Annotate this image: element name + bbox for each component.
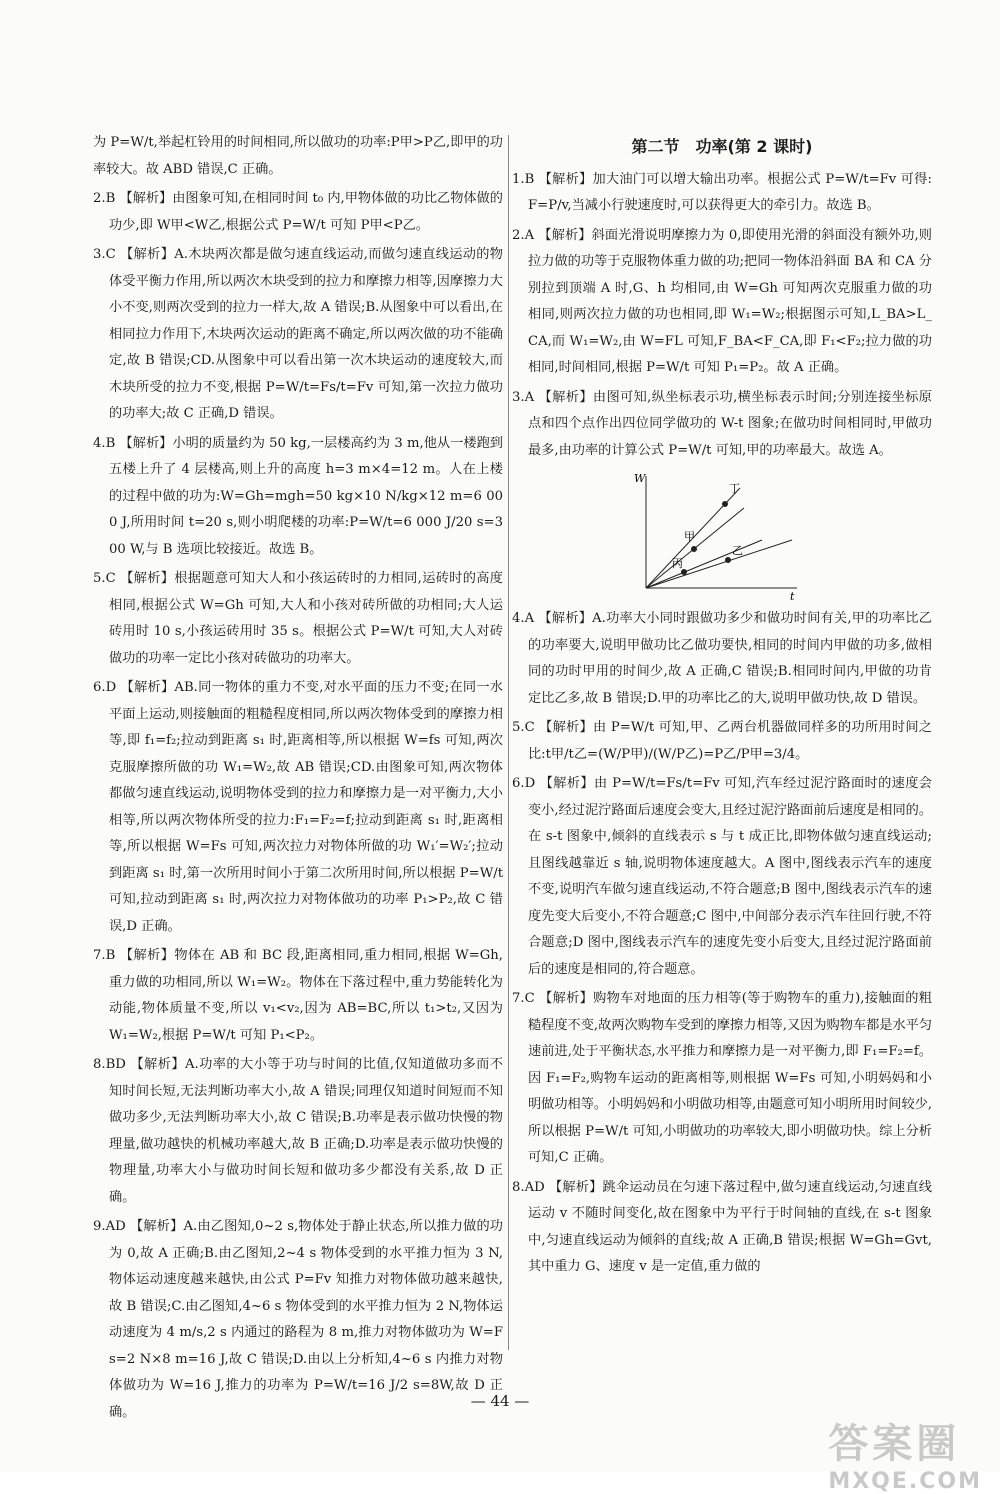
left-column xyxy=(93,130,503,1429)
answer-paragraph: 9.AD 【解析】A.由乙图知,0~2 s,物体处于静止状态,所以推力做的功为 0,故 A 正确;B.由乙图知,2~4 s 物体受到的水平推力恒为 3 N,物体运动速度越来越快,由公式 P=Fv 知推力对物体做功越来越快,故 B 错误;C.由乙图知,4~6 s 物体受到的水平推力恒为 2 N,物体运动速度为 4 m/s,2 s 内通过的路程为 8 m,推力对物体做功为 W=Fs=2 N×8 m=16 J,故 C 错误;D.由以上分析知,4~6 s 内推力对物体做功为 W=16 J,推力的功率为 P=W/t=16 J/2 s=8W,故 D 正确。 xyxy=(93,1219,503,1420)
label-ding: 丁 xyxy=(729,482,740,495)
y-axis-label: W xyxy=(634,472,646,485)
answer-paragraph: 7.B 【解析】物体在 AB 和 BC 段,距离相同,重力相同,根据 W=Gh,重力做的功相同,所以 W₁=W₂。物体在下落过程中,重力势能转化为动能,物体质量不变,所以 v₁<v₂,因为 AB=BC,所以 t₁>t₂,又因为 W₁=W₂,根据 P=W/t 可知 P₁<P₂。 xyxy=(93,948,503,1043)
label-jia: 甲 xyxy=(684,530,695,543)
answer-paragraph: 2.B 【解析】由图象可知,在相同时间 t₀ 内,甲物体做的功比乙物体做的功少,即 W甲<W乙,根据公式 P=W/t 可知 P甲<P乙。 xyxy=(93,191,503,233)
answer-paragraph: 6.D 【解析】由 P=W/t=Fs/t=Fv 可知,汽车经过泥泞路面时的速度会变小,经过泥泞路面后速度会变大,且经过泥泞路面前后速度是相同的。在 s-t 图象中,倾斜的直线表示 s 与 t 成正比,即物体做匀速直线运动;且图线越靠近 s 轴,说明物体速度越大。A 图中,图线表示汽车的速度不变,说明汽车做匀速直线运动,不符合题意;B 图中,图线表示汽车的速度先变大后变小,不符合题意;C 图中,中间部分表示汽车往回行驶,不符合题意;D 图中,图线表示汽车的速度先变小后变大,且经过泥泞路面前后的速度是相同的,符合题意。 xyxy=(512,776,933,977)
label-yi: 乙 xyxy=(732,544,743,557)
answer-paragraph: 3.C 【解析】A.木块两次都是做匀速直线运动,而做匀速直线运动的物体受平衡力作用,所以两次木块受到的拉力和摩擦力相等,因摩擦力大小不变,则两次受到的拉力一样大,故 A 错误;B.从图象中可以看出,在相同拉力作用下,木块两次运动的距离不确定,所以两次做的功不能确定,故 B 错误;CD.从图象中可以看出第一次木块运动的速度较大,而木块所受的拉力不变,根据 P=W/t=Fs/t=Fv 可知,第一次拉力做功的功率大;故 C 正确,D 错误。 xyxy=(93,247,503,421)
answer-paragraph: 8.AD 【解析】跳伞运动员在匀速下落过程中,做匀速直线运动,匀速直线运动 v 不随时间变化,故在图象中为平行于时间轴的直线,在 s-t 图象中,匀速直线运动为倾斜的直线;故 A 正确,B 错误;根据 W=Gh=Gvt,其中重力 G、速度 v 是一定值,重力做的 xyxy=(512,1179,932,1274)
answer-paragraph: 6.D 【解析】AB.同一物体的重力不变,对水平面的压力不变;在同一水平面上运动,则接触面的粗糙程度相同,所以两次物体受到的摩擦力相等,即 f₁=f₂;拉动到距离 s₁ 时,距离相等,所以根据 W=fs 可知,两次克服摩擦所做的功 W₁=W₂,故 AB 错误;CD.由图象可知,两次物体都做匀速直线运动,说明物体受到的拉力和摩擦力是一对平衡力,大小相等,所以两次物体所受的拉力:F₁=F₂=f;拉动到距离 s₁ 时,距离相等,所以根据 W=Fs 可知,两次拉力对物体所做的功 W₁′=W₂′;拉动到距离 s₁ 时,第一次所用时间小于第二次所用时间,所以根据 P=W/t 可知,拉动到距离 s₁ 时,两次拉力对物体做功的功率 P₁>P₂,故 C 错误,D 正确。 xyxy=(93,680,503,934)
label-bing: 丙 xyxy=(672,557,683,570)
right-column xyxy=(512,130,932,1284)
answer-paragraph: 4.A 【解析】A.功率大小同时跟做功多少和做功时间有关,甲的功率比乙的功率要大,说明甲做功比乙做功要快,相同的时间内甲做的功多,做相同的功时甲用的时间少,故 A 正确,C 错误;B.相同时间内,甲做的功肯定比乙多,故 B 错误;D.甲的功率比乙的大,说明甲做功快,故 D 错误。 xyxy=(512,611,932,706)
watermark-url: MXQE.COM xyxy=(828,1469,982,1494)
answer-paragraph: 为 P=W/t,举起杠铃用的时间相同,所以做功的功率:P甲>P乙,即甲的功率较大。故 ABD 错误,C 正确。 xyxy=(93,135,503,177)
point-jia xyxy=(691,546,697,552)
answer-paragraph: 2.A 【解析】斜面光滑说明摩擦力为 0,即使用光滑的斜面没有额外功,则拉力做的功等于克服物体重力做的功;把同一物体沿斜面 BA 和 CA 分别拉到顶端 A 时,G、h 均相同,由 W=Gh 可知两次克服重力做的功相同,则两次拉力做的功也相同,即 W₁=W₂;根据图示可知,L_BA>L_CA,而 W₁=W₂,由 W=FL 可知,F_BA<F_CA,即 F₁<F₂;拉力做的功相同,时间相同,根据 P=W/t 可知 P₁=P₂。故 A 正确。 xyxy=(512,227,932,375)
x-axis-label: t xyxy=(790,590,795,600)
answer-paragraph: 5.C 【解析】根据题意可知大人和小孩运砖时的力相同,运砖时的高度相同,根据公式 W=Gh 可知,大人和小孩对砖所做的功相同;大人运砖用时 10 s,小孩运砖用时 35 s。根据公式 P=W/t 可知,大人对砖做功的功率一定比小孩对砖做功的功率大。 xyxy=(93,571,503,666)
answer-paragraph: 8.BD 【解析】A.功率的大小等于功与时间的比值,仅知道做功多而不知时间长短,无法判断功率大小,故 A 错误;同理仅知道时间短而不知做功多少,无法判断功率大小,故 C 错误;B.功率是表示做功快慢的物理量,做功越快的机械功率越大,故 B 正确;D.功率是表示做功快慢的物理量,功率大小与做功时间长短和做功多少都没有关系,故 D 正确。 xyxy=(93,1057,503,1205)
answer-paragraph: 1.B 【解析】加大油门可以增大输出功率。根据公式 P=W/t=Fv 可得:F=P/v,当减小行驶速度时,可以获得更大的牵引力。故选 B。 xyxy=(512,171,932,213)
section-title: 第二节 功率(第 2 课时) xyxy=(631,137,813,156)
watermark-logo: 答案圈 xyxy=(828,1421,961,1467)
line-bing xyxy=(646,540,762,588)
answer-paragraph: 4.B 【解析】小明的质量约为 50 kg,一层楼高约为 3 m,他从一楼跑到五楼上升了 4 层楼高,则上升的高度 h=3 m×4=12 m。人在上楼的过程中做的功为:W=Gh=mgh=50 kg×10 N/kg×12 m=6 000 J,所用时间 t=20 s,则小明爬楼的功率:P=W/t=6 000 J/20 s=300 W,与 B 选项比较接近。故选 B。 xyxy=(93,435,503,557)
answer-paragraph: 3.A 【解析】由图可知,纵坐标表示功,横坐标表示时间;分别连接坐标原点和四个点作出四位同学做功的 W-t 图象;在做功时间相同时,甲做功最多,由功率的计算公式 P=W/t 可知,甲的功率最大。故选 A。 xyxy=(512,389,932,458)
point-yi xyxy=(725,557,731,563)
answer-paragraph: 7.C 【解析】购物车对地面的压力相等(等于购物车的重力),接触面的粗糙程度不变,故两次购物车受到的摩擦力相等,又因为购物车都是水平匀速前进,处于平衡状态,水平推力和摩擦力是一对平衡力,即 F₁=F₂=f。因 F₁=F₂,购物车运动的距离相等,则根据 W=Fs 可知,小明妈妈和小明做功相等。小明妈妈和小明做功相等,由题意可知小明所用时间较少,所以根据 P=W/t 可知,小明做功的功率较大,即小明做功快。综上分析可知,C 正确。 xyxy=(512,991,933,1165)
answer-paragraph: 5.C 【解析】由 P=W/t 可知,甲、乙两台机器做同样多的功所用时间之比:t甲/t乙=(W/P甲)/(W/P乙)=P乙/P甲=3/4。 xyxy=(512,720,932,762)
column-divider xyxy=(508,135,509,1350)
page-number: — 44 — xyxy=(470,1392,530,1410)
point-ding xyxy=(722,501,728,507)
watermark xyxy=(828,1412,982,1494)
w-t-graph xyxy=(632,470,802,600)
